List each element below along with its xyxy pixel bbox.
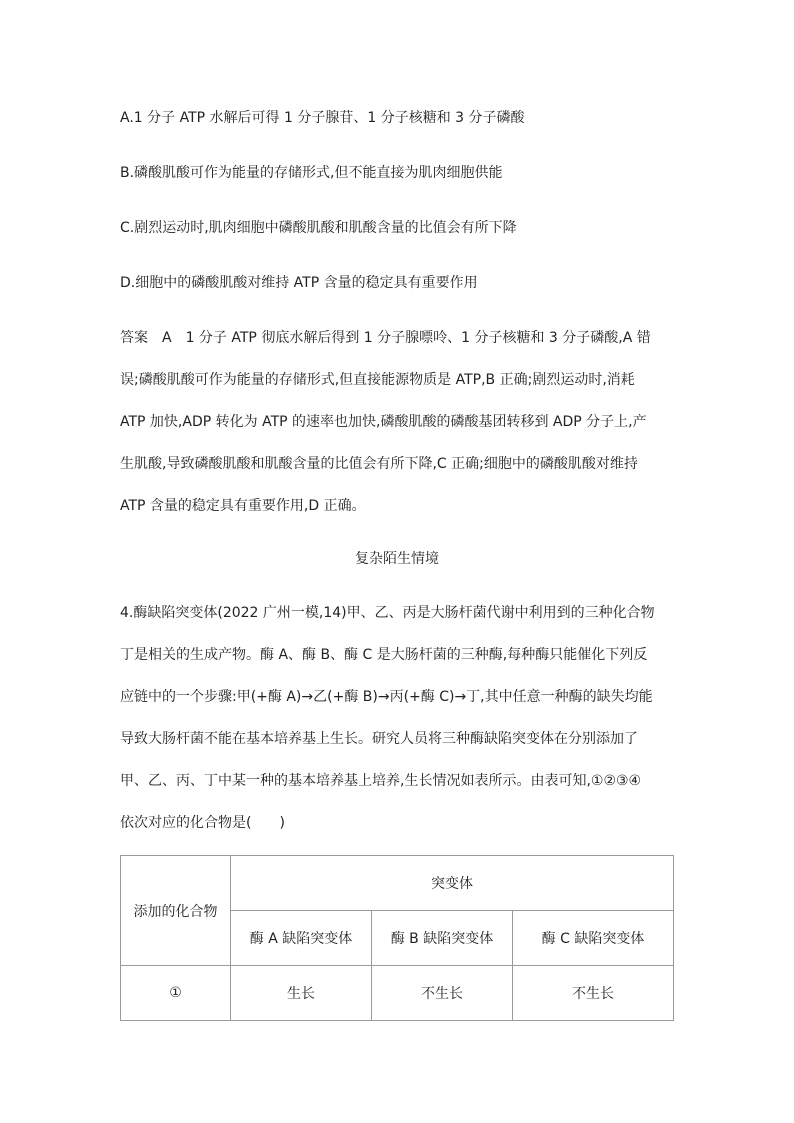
- table-cell: 生长: [231, 966, 372, 1021]
- row-header-cell: 添加的化合物: [121, 856, 231, 966]
- question-line: 4.酶缺陷突变体(2022 广州一模,14)甲、乙、丙是大肠杆菌代谢中利用到的三种化合物: [120, 605, 655, 621]
- column-header-cell: 酶 A 缺陷突变体: [231, 911, 372, 966]
- section-heading: 复杂陌生情境: [355, 551, 439, 567]
- option-c: C.剧烈运动时,肌肉细胞中磷酸肌酸和肌酸含量的比值会有所下降: [120, 220, 517, 236]
- question-line: 丁是相关的生成产物。酶 A、酶 B、酶 C 是大肠杆菌的三种酶,每种酶只能催化下列反: [120, 647, 648, 663]
- group-header-cell: 突变体: [231, 856, 674, 911]
- question-line: 依次对应的化合物是( ): [120, 815, 285, 831]
- question-line: 应链中的一个步骤:甲(+酶 A)→乙(+酶 B)→丙(+酶 C)→丁,其中任意一种酶的缺失均能: [120, 689, 653, 705]
- row-label-cell: ①: [121, 966, 231, 1021]
- answer-line: ATP 含量的稳定具有重要作用,D 正确。: [120, 498, 366, 514]
- answer-line: 生肌酸,导致磷酸肌酸和肌酸含量的比值会有所下降,C 正确;细胞中的磷酸肌酸对维持: [120, 456, 638, 472]
- column-header-cell: 酶 B 缺陷突变体: [372, 911, 513, 966]
- answer-line: 误;磷酸肌酸可作为能量的存储形式,但直接能源物质是 ATP,B 正确;剧烈运动时,消耗: [120, 372, 635, 388]
- table-row: [121, 966, 674, 1021]
- option-a: A.1 分子 ATP 水解后可得 1 分子腺苷、1 分子核糖和 3 分子磷酸: [120, 110, 525, 126]
- question-line: 导致大肠杆菌不能在基本培养基上生长。研究人员将三种酶缺陷突变体在分别添加了: [120, 731, 638, 747]
- option-d: D.细胞中的磷酸肌酸对维持 ATP 含量的稳定具有重要作用: [120, 275, 478, 291]
- table-cell: 不生长: [513, 966, 674, 1021]
- option-b: B.磷酸肌酸可作为能量的存储形式,但不能直接为肌肉细胞供能: [120, 165, 503, 181]
- table-cell: 不生长: [372, 966, 513, 1021]
- question-line: 甲、乙、丙、丁中某一种的基本培养基上培养,生长情况如表所示。由表可知,①②③④: [120, 773, 642, 789]
- answer-line: 答案 A 1 分子 ATP 彻底水解后得到 1 分子腺嘌呤、1 分子核糖和 3 分子磷酸,A 错: [120, 330, 651, 346]
- answer-line: ATP 加快,ADP 转化为 ATP 的速率也加快,磷酸肌酸的磷酸基团转移到 ADP 分子上,产: [120, 414, 647, 430]
- growth-table: [120, 855, 674, 1021]
- column-header-cell: 酶 C 缺陷突变体: [513, 911, 674, 966]
